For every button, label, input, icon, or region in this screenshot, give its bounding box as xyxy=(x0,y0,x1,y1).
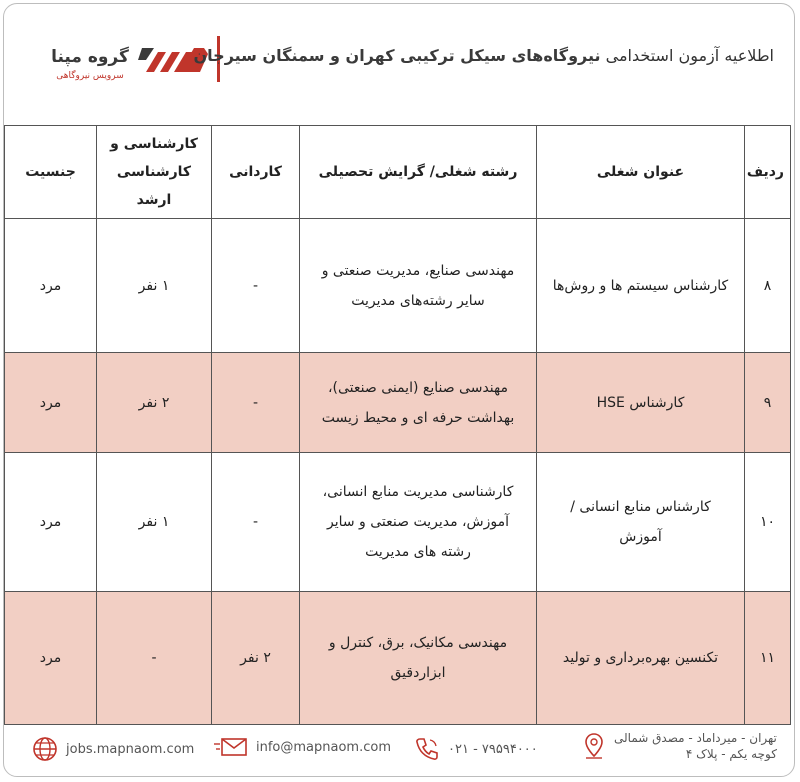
table-header-row xyxy=(5,126,791,219)
address-line1: تهران - میرداماد - مصدق شمالی xyxy=(614,731,777,745)
row-bachelor: ۱ نفر xyxy=(97,453,212,592)
logo-name: گروه مپنا xyxy=(51,47,129,67)
jobs-table xyxy=(4,125,791,725)
envelope-icon xyxy=(214,736,248,758)
company-logo xyxy=(34,34,214,84)
phone-text[interactable]: ۰۲۱ - ۷۹۵۹۴۰۰۰ xyxy=(448,741,538,757)
row-gender: مرد xyxy=(5,353,97,453)
table-row xyxy=(5,592,791,725)
logo-subtitle: سرویس نیروگاهی xyxy=(56,71,124,81)
row-gender: مرد xyxy=(5,592,97,725)
table-row xyxy=(5,219,791,353)
row-bachelor: - xyxy=(97,592,212,725)
address-line2: کوچه یکم - پلاک ۴ xyxy=(685,747,777,761)
address-text xyxy=(614,730,777,762)
row-job-title xyxy=(537,219,745,353)
header-bachelor-line1: کارشناسی و xyxy=(110,136,198,152)
header-bachelor xyxy=(97,126,212,219)
row-job-title-line1: تکنسین بهره‌برداری و تولید xyxy=(562,650,719,666)
row-field-line2: ابزاردقیق xyxy=(390,665,446,681)
header-field: رشته شغلی/ گرایش تحصیلی xyxy=(300,126,537,219)
row-job-title xyxy=(537,353,745,453)
header-job-title: عنوان شغلی xyxy=(537,126,745,219)
footer-website[interactable] xyxy=(32,736,194,762)
location-pin-icon xyxy=(582,732,606,760)
globe-icon xyxy=(32,736,58,762)
row-field-line1: کارشناسی مدیریت منابع انسانی، xyxy=(322,484,514,500)
row-job-title-line1: کارشناس سیستم ها و روش‌ها xyxy=(552,277,729,294)
row-field-line2: سایر رشته‌های مدیریت xyxy=(351,292,485,309)
mapna-logo-icon xyxy=(34,34,214,84)
row-associate: ۲ نفر xyxy=(212,592,300,725)
row-associate: - xyxy=(212,353,300,453)
row-job-title-line1: کارشناس منابع انسانی / xyxy=(570,499,711,515)
row-gender: مرد xyxy=(5,219,97,353)
row-no: ۱۰ xyxy=(745,453,791,592)
row-no: ۱۱ xyxy=(745,592,791,725)
table-row xyxy=(5,353,791,453)
footer-phone[interactable] xyxy=(414,736,538,762)
email-text[interactable]: info@mapnaom.com xyxy=(256,739,391,755)
row-no: ۹ xyxy=(745,353,791,453)
row-associate: - xyxy=(212,453,300,592)
row-field-line1: مهندسی صنایع، مدیریت صنعتی و xyxy=(321,262,515,279)
row-job-title xyxy=(537,592,745,725)
phone-icon xyxy=(414,736,440,762)
header-gender: جنسیت xyxy=(5,126,97,219)
header xyxy=(20,30,780,90)
website-text[interactable]: jobs.mapnaom.com xyxy=(66,741,195,757)
row-field-line3: رشته های مدیریت xyxy=(365,544,471,560)
title-prefix: اطلاعیه آزمون استخدامی xyxy=(605,46,774,65)
page-title xyxy=(194,46,775,65)
row-field xyxy=(300,453,537,592)
row-job-title-line2: آموزش xyxy=(619,529,662,545)
title-bold: نیروگاه‌های سیکل ترکیبی کهران و سمنگان سیرجان xyxy=(193,46,601,65)
row-bachelor: ۲ نفر xyxy=(97,353,212,453)
row-bachelor: ۱ نفر xyxy=(97,219,212,353)
row-field-line2: بهداشت حرفه ای و محیط زیست xyxy=(321,409,515,426)
footer-email[interactable] xyxy=(214,736,391,758)
header-bachelor-line2: کارشناسی ارشد xyxy=(116,164,192,208)
row-associate: - xyxy=(212,219,300,353)
row-field xyxy=(300,353,537,453)
row-field-line2: آموزش، مدیریت صنعتی و سایر xyxy=(326,514,510,530)
footer-address xyxy=(582,730,777,762)
row-field xyxy=(300,219,537,353)
table-row xyxy=(5,453,791,592)
row-field xyxy=(300,592,537,725)
header-associate: کاردانی xyxy=(212,126,300,219)
row-field-line1: مهندسی صنایع (ایمنی صنعتی)، xyxy=(328,379,508,396)
row-no: ۸ xyxy=(745,219,791,353)
header-row-no: ردیف xyxy=(745,126,791,219)
row-field-line1: مهندسی مکانیک، برق، کنترل و xyxy=(328,635,508,651)
footer xyxy=(20,730,780,770)
row-gender: مرد xyxy=(5,453,97,592)
row-job-title xyxy=(537,453,745,592)
row-job-title-line1: کارشناس HSE xyxy=(596,394,685,411)
